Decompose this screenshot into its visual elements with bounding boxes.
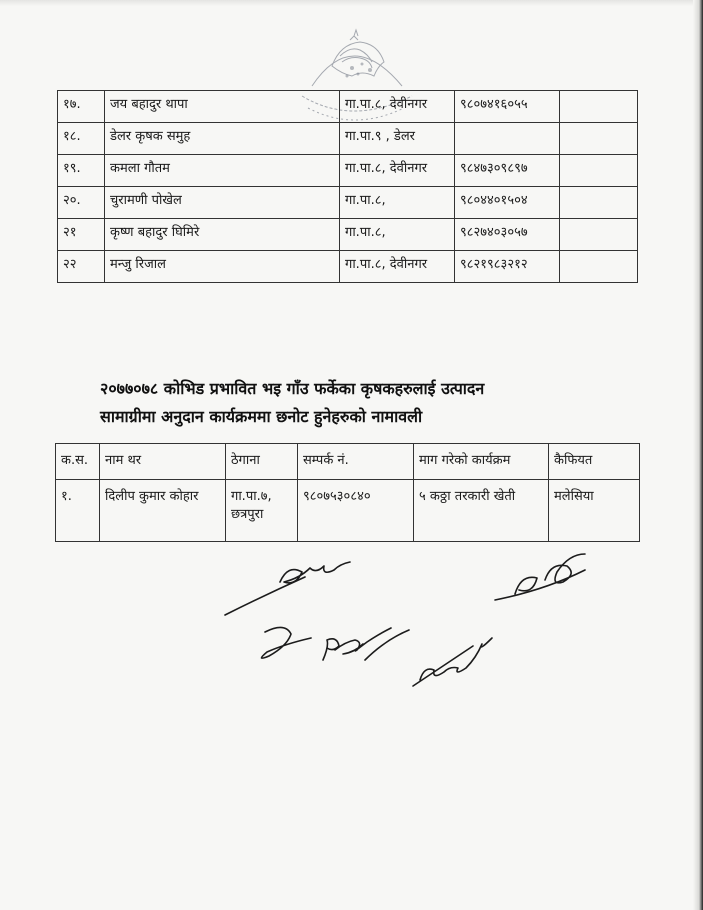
table-row <box>58 187 638 219</box>
serial-cell: १९. <box>58 155 105 187</box>
serial-cell: १८. <box>58 123 105 155</box>
remark-cell <box>560 219 638 251</box>
address-line-1: गा.पा.७, <box>231 489 272 504</box>
phone-cell: ९८२१९८३२१२ <box>455 251 560 283</box>
phone-cell: ९८०४४०१५०४ <box>455 187 560 219</box>
serial-cell: २२ <box>58 251 105 283</box>
address-cell: गा.पा.८, देवीनगर <box>340 155 455 187</box>
serial-cell: २०. <box>58 187 105 219</box>
address-cell: गा.पा.८, <box>340 219 455 251</box>
header-phone: सम्पर्क नं. <box>298 444 414 480</box>
phone-cell: ९८०७४१६०५५ <box>455 91 560 123</box>
name-cell: जय बहादुर थापा <box>105 91 340 123</box>
phone-cell <box>455 123 560 155</box>
address-line-2: छत्रपुरा <box>231 507 264 522</box>
header-program: माग गरेको कार्यक्रम <box>414 444 549 480</box>
remark-cell <box>560 187 638 219</box>
header-serial: क.स. <box>56 444 100 480</box>
table-row <box>58 251 638 283</box>
name-cell: मन्जु रिजाल <box>105 251 340 283</box>
table-row <box>58 219 638 251</box>
table-header-row <box>56 444 640 480</box>
beneficiary-list-table <box>57 90 638 283</box>
phone-cell: ९८४७३०९८९७ <box>455 155 560 187</box>
section-heading-line-1: २०७७०७८ कोभिड प्रभावित भइ गाँउ फर्केका कृषकहरुलाई उत्पादन <box>100 379 485 398</box>
name-cell: दिलीप कुमार कोहार <box>100 480 226 542</box>
signature-4 <box>323 628 409 660</box>
remark-cell: मलेसिया <box>549 480 640 542</box>
phone-cell: ९८२७४०३०५७ <box>455 219 560 251</box>
address-cell: गा.पा.८, देवीनगर <box>340 91 455 123</box>
remark-cell <box>560 251 638 283</box>
address-cell: गा.पा.८, देवीनगर <box>340 251 455 283</box>
name-cell: चुरामणी पोखेल <box>105 187 340 219</box>
address-cell: गा.पा.८, <box>340 187 455 219</box>
serial-cell: १. <box>56 480 100 542</box>
program-cell: ५ कठ्ठा तरकारी खेती <box>414 480 549 542</box>
signature-2 <box>495 554 585 600</box>
selected-recipients-table <box>55 443 640 542</box>
remark-cell <box>560 155 638 187</box>
signature-5 <box>413 638 492 686</box>
header-address: ठेगाना <box>226 444 298 480</box>
phone-cell: ९८०७५३०८४० <box>298 480 414 542</box>
remark-cell <box>560 91 638 123</box>
address-cell <box>226 480 298 542</box>
name-cell: कृष्ण बहादुर घिमिरे <box>105 219 340 251</box>
signatures-area <box>215 540 635 700</box>
serial-cell: १७. <box>58 91 105 123</box>
table-row <box>58 155 638 187</box>
table-row <box>56 480 640 542</box>
header-remark: कैफियत <box>549 444 640 480</box>
serial-cell: २१ <box>58 219 105 251</box>
name-cell: डेलर कृषक समुह <box>105 123 340 155</box>
name-cell: कमला गौतम <box>105 155 340 187</box>
table-row <box>58 91 638 123</box>
remark-cell <box>560 123 638 155</box>
table-row <box>58 123 638 155</box>
header-name: नाम थर <box>100 444 226 480</box>
section-heading-line-2: सामाग्रीमा अनुदान कार्यक्रममा छनोट हुनेहरुको नामावली <box>100 407 423 426</box>
scan-top-edge <box>0 0 703 6</box>
signature-1 <box>225 562 350 615</box>
scan-right-edge <box>693 0 703 910</box>
signature-3 <box>261 627 311 658</box>
address-cell: गा.पा.९ , डेलर <box>340 123 455 155</box>
